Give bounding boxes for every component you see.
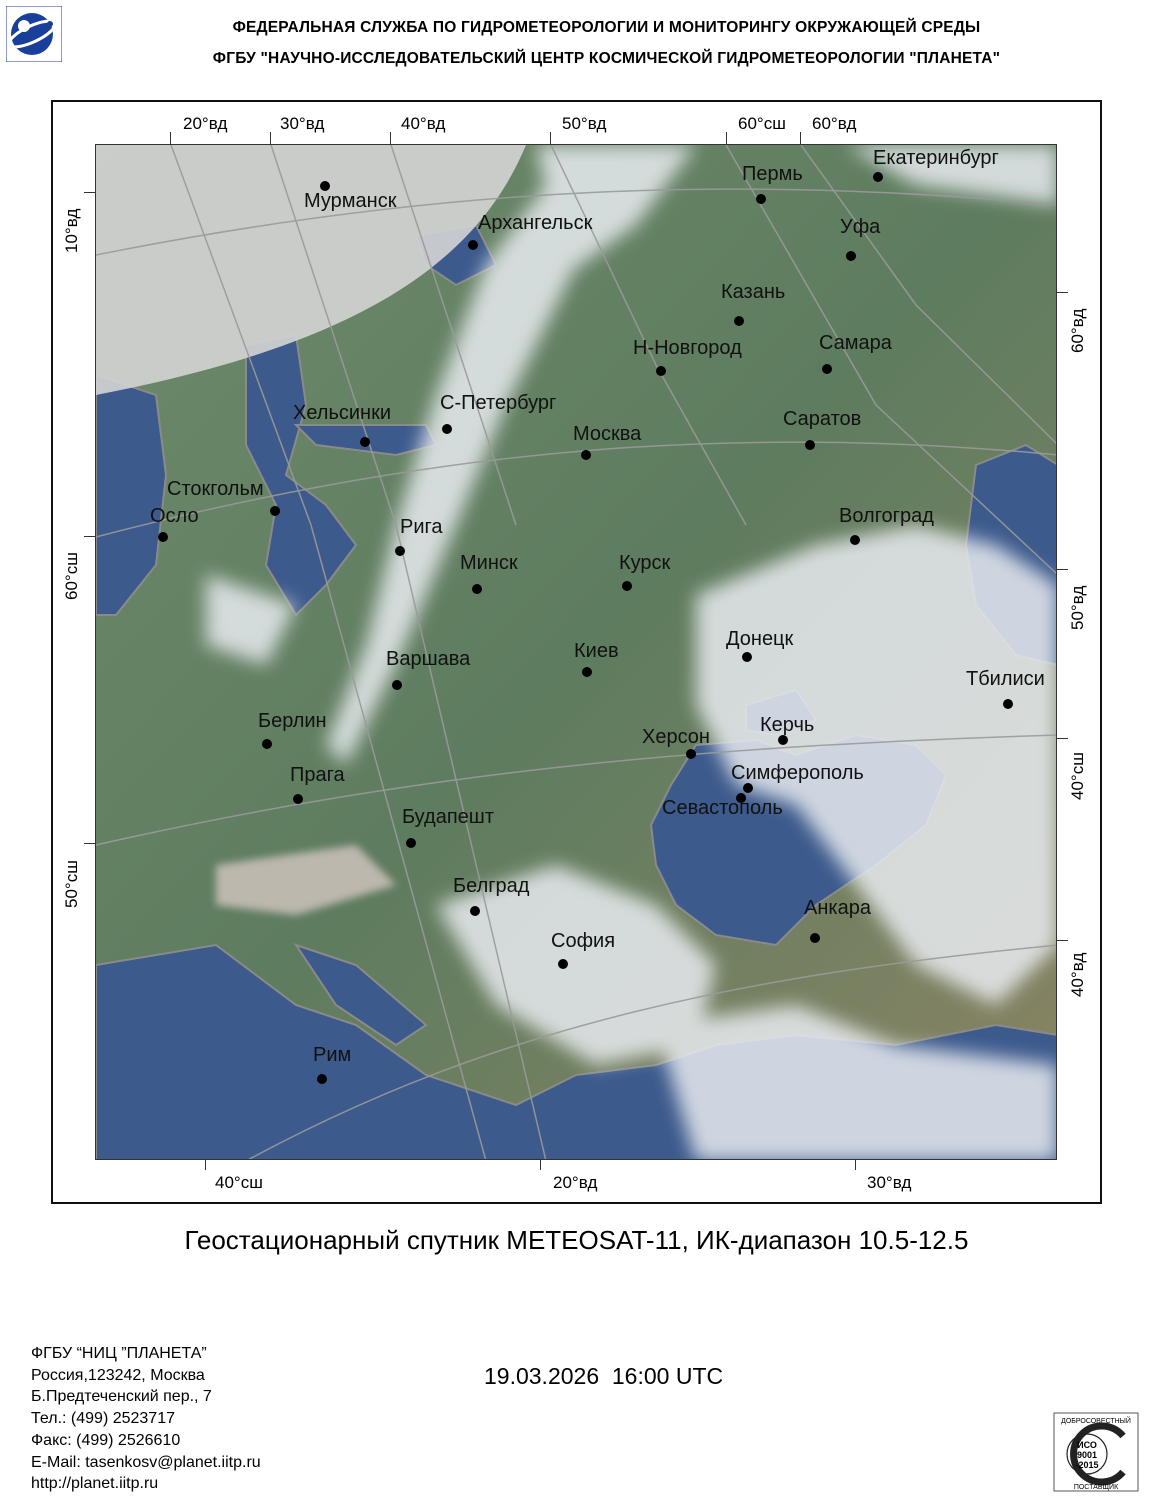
city-dot — [850, 535, 860, 545]
city-label[interactable]: Симферополь — [731, 762, 864, 784]
city-dot — [734, 316, 744, 326]
city-label[interactable]: Стокгольм — [167, 478, 264, 500]
city-label[interactable]: Донецк — [726, 628, 794, 650]
city-label[interactable]: Рим — [313, 1044, 352, 1066]
grid-label-left-50n: 50°сш — [62, 860, 81, 908]
contact-city: Россия,123242, Москва — [31, 1366, 205, 1384]
grid-label-bottom-30e: 30°вд — [867, 1173, 912, 1192]
city-label[interactable]: Киев — [574, 640, 619, 662]
city-label[interactable]: Москва — [573, 423, 642, 445]
contact-fax: Факс: (499) 2526610 — [31, 1431, 181, 1449]
city-dot — [262, 739, 272, 749]
city-dot — [270, 506, 280, 516]
city-label[interactable]: Анкара — [804, 897, 871, 919]
city-label[interactable]: Белград — [453, 875, 530, 897]
city-label[interactable]: Прага — [290, 764, 345, 786]
city-dot — [470, 906, 480, 916]
city-dot — [442, 424, 452, 434]
city-label[interactable]: Уфа — [840, 216, 881, 238]
city-label[interactable]: Будапешт — [402, 806, 494, 828]
city-dot — [392, 680, 402, 690]
grid-label-bottom-40n: 40°сш — [215, 1173, 263, 1192]
city-label[interactable]: София — [551, 930, 616, 952]
header-agency-title: ФЕДЕРАЛЬНАЯ СЛУЖБА ПО ГИДРОМЕТЕОРОЛОГИИ И МОНИТОРИНГУ ОКРУЖАЮЩЕЙ СРЕДЫ — [232, 19, 981, 36]
iso-badge-line3: -2015 — [1075, 1460, 1099, 1470]
city-label[interactable]: С-Петербург — [440, 392, 557, 414]
iso-badge-top-text: ДОБРОСОВЕСТНЫЙ — [1061, 1418, 1131, 1425]
city-dot — [293, 794, 303, 804]
grid-label-bottom-20e: 20°вд — [553, 1173, 598, 1192]
grid-label-top-60e: 60°вд — [812, 114, 857, 133]
city-dot — [468, 240, 478, 250]
grid-label-top-40e: 40°вд — [401, 114, 446, 133]
city-label[interactable]: Осло — [150, 505, 199, 527]
city-label[interactable]: Хельсинки — [293, 402, 392, 424]
city-dot — [810, 933, 820, 943]
contact-email[interactable]: E-Mail: tasenkosv@planet.iitp.ru — [31, 1453, 261, 1471]
contact-phone: Тел.: (499) 2523717 — [31, 1410, 175, 1428]
iso-badge-bottom-text: ПОСТАВЩИК — [1073, 1484, 1119, 1491]
contact-org: ФГБУ “НИЦ ”ПЛАНЕТА” — [31, 1345, 207, 1362]
city-dot — [582, 667, 592, 677]
city-label[interactable]: Варшава — [386, 648, 471, 670]
contact-info — [31, 1343, 261, 1495]
grid-label-right-50e: 50°вд — [1068, 585, 1087, 630]
city-label[interactable]: Н-Новгород — [633, 337, 742, 359]
grid-label-left-60n: 60°сш — [62, 552, 81, 600]
city-label[interactable]: Казань — [721, 281, 786, 303]
observation-datetime: 19.03.2026 16:00 UTC — [484, 1363, 724, 1389]
iso-certificate-badge-icon — [1053, 1412, 1139, 1492]
city-label[interactable]: Мурманск — [304, 190, 397, 212]
city-dot — [873, 172, 883, 182]
city-dot — [846, 251, 856, 261]
iso-badge-line1: ИСО — [1077, 1440, 1097, 1450]
contact-address: Б.Предтеченский пер., 7 — [31, 1388, 212, 1406]
grid-label-top-60n: 60°сш — [738, 114, 786, 133]
city-dot — [317, 1074, 327, 1084]
grid-label-top-20e: 20°вд — [183, 114, 228, 133]
city-label[interactable]: Пермь — [742, 163, 803, 185]
city-dot — [406, 838, 416, 848]
grid-label-right-60e: 60°вд — [1068, 308, 1087, 353]
city-label[interactable]: Самара — [819, 332, 892, 354]
city-label[interactable]: Волгоград — [839, 505, 934, 527]
city-dot — [1003, 699, 1013, 709]
city-dot — [622, 581, 632, 591]
city-label[interactable]: Минск — [460, 552, 518, 574]
image-caption: Геостационарный спутник METEOSAT-11, ИК-диапазон 10.5-12.5 — [184, 1225, 969, 1255]
city-dot — [756, 194, 766, 204]
iso-badge-line2: 9001 — [1076, 1450, 1098, 1460]
city-label[interactable]: Курск — [619, 552, 671, 574]
grid-label-left-10e: 10°вд — [62, 208, 81, 253]
city-dot — [360, 437, 370, 447]
city-dot — [822, 364, 832, 374]
city-dot — [472, 584, 482, 594]
city-label[interactable]: Рига — [400, 516, 443, 538]
city-dot — [395, 546, 405, 556]
city-dot — [805, 440, 815, 450]
contact-website[interactable]: http://planet.iitp.ru — [31, 1475, 159, 1493]
city-label[interactable]: Херсон — [642, 726, 710, 748]
planeta-logo-icon — [6, 6, 62, 62]
city-label[interactable]: Саратов — [783, 408, 862, 430]
city-label[interactable]: Екатеринбург — [873, 147, 999, 169]
city-label[interactable]: Керчь — [760, 714, 815, 736]
grid-label-right-40e: 40°вд — [1068, 952, 1087, 997]
city-label[interactable]: Берлин — [258, 710, 327, 732]
city-dot — [158, 532, 168, 542]
city-dot — [686, 749, 696, 759]
city-dot — [581, 450, 591, 460]
grid-label-top-30e: 30°вд — [280, 114, 325, 133]
city-label[interactable]: Архангельск — [478, 212, 593, 234]
city-dot — [558, 959, 568, 969]
city-dot — [656, 366, 666, 376]
city-dot — [742, 652, 752, 662]
grid-label-top-50e: 50°вд — [562, 114, 607, 133]
city-label[interactable]: Севастополь — [662, 797, 783, 819]
grid-label-right-40n: 40°сш — [1068, 752, 1087, 800]
header-center-title: ФГБУ "НАУЧНО-ИССЛЕДОВАТЕЛЬСКИЙ ЦЕНТР КОСМИЧЕСКОЙ ГИДРОМЕТЕОРОЛОГИИ "ПЛАНЕТА" — [212, 50, 1001, 67]
city-label[interactable]: Тбилиси — [966, 668, 1045, 690]
